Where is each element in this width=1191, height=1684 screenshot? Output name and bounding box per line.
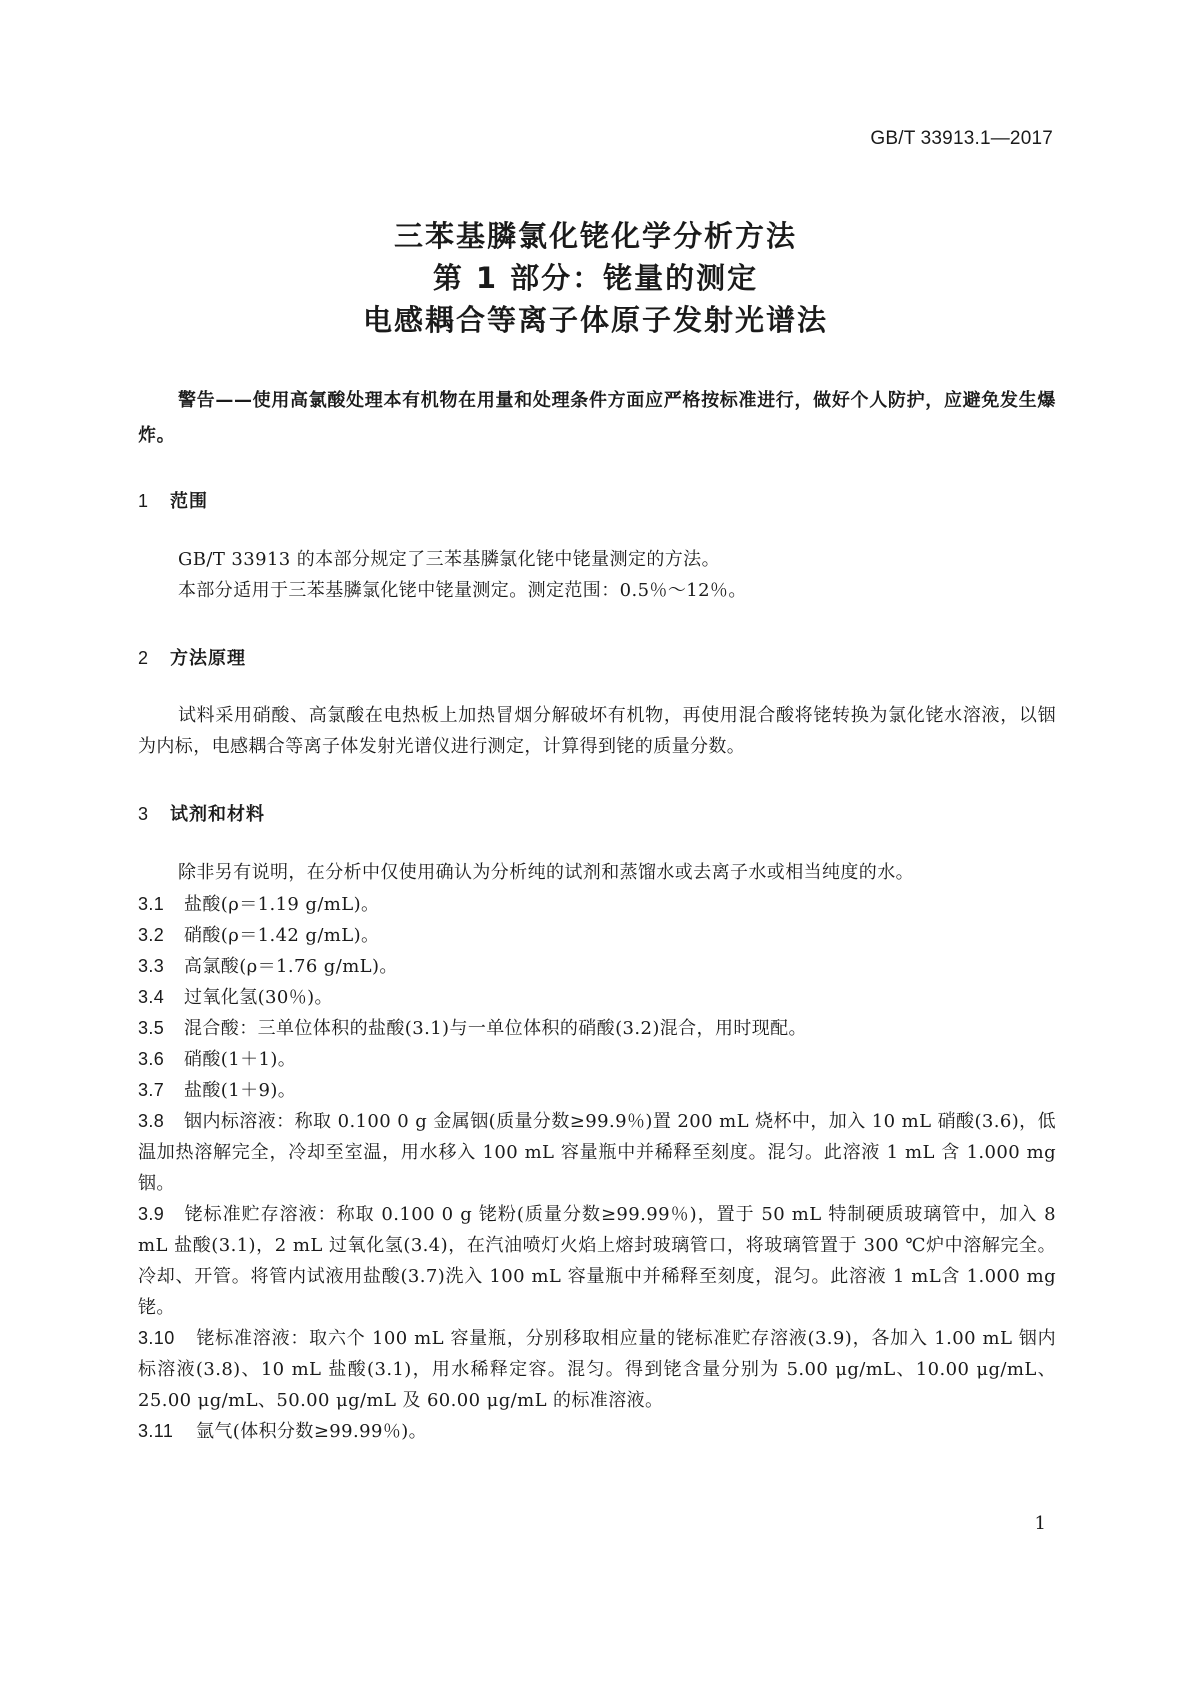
section-2-heading xyxy=(138,644,246,670)
reagent-item-number: 3.1 xyxy=(138,894,165,914)
reagent-item-number: 3.6 xyxy=(138,1049,165,1069)
reagent-item-text: 过氧化氢(30％)。 xyxy=(184,987,333,1008)
reagent-item-text: 铑标准贮存溶液：称取 0.100 0 g 铑粉(质量分数≥99.99％)，置于 50 mL 特制硬质玻璃管中，加入 8 mL 盐酸(3.1)，2 mL 过氧化氢(3.4)，在汽油喷灯火焰上熔封玻璃管口，将玻璃管置于 300 ℃炉中溶解完全。冷却、开管。将管内试液用盐酸(3.7)洗入 100 mL 容量瓶中并稀释至刻度，混匀。此溶液 1 mL含 1.000 mg 铑。 xyxy=(138,1204,1056,1318)
reagent-item xyxy=(138,982,1056,1013)
reagent-item-number: 3.7 xyxy=(138,1080,165,1100)
reagent-item xyxy=(138,1199,1056,1323)
document-title-line-2: 第 1 部分：铑量的测定 xyxy=(432,261,759,295)
reagent-item xyxy=(138,1013,1056,1044)
section-3-title: 试剂和材料 xyxy=(170,804,265,825)
reagent-item-number: 3.4 xyxy=(138,987,165,1007)
section-2-title: 方法原理 xyxy=(170,648,246,669)
reagent-item-text: 高氯酸(ρ＝1.76 g/mL)。 xyxy=(184,956,398,977)
reagent-item-number: 3.10 xyxy=(138,1328,175,1348)
reagent-item xyxy=(138,1044,1056,1075)
reagent-item xyxy=(138,951,1056,982)
reagent-item-text: 盐酸(1＋9)。 xyxy=(184,1080,297,1101)
warning-paragraph: 警告——使用高氯酸处理本有机物在用量和处理条件方面应严格按标准进行，做好个人防护，应避免发生爆炸。 xyxy=(138,390,1056,446)
document-title-line-1: 三苯基膦氯化铑化学分析方法 xyxy=(393,219,797,253)
reagent-item-text: 铟内标溶液：称取 0.100 0 g 金属铟(质量分数≥99.9％)置 200 mL 烧杯中，加入 10 mL 硝酸(3.6)，低温加热溶解完全，冷却至室温，用水移入 100 mL 容量瓶中并稀释至刻度。混匀。此溶液 1 mL 含 1.000 mg 铟。 xyxy=(138,1111,1056,1194)
reagent-item xyxy=(138,1416,1056,1447)
reagent-item-text: 硝酸(1＋1)。 xyxy=(184,1049,297,1070)
reagent-item-text: 盐酸(ρ＝1.19 g/mL)。 xyxy=(184,894,380,915)
page-number: 1 xyxy=(1034,1513,1046,1534)
section-1-paragraph-1: GB/T 33913 的本部分规定了三苯基膦氯化铑中铑量测定的方法。 xyxy=(178,549,720,570)
reagent-item xyxy=(138,889,1056,920)
reagent-item-number: 3.8 xyxy=(138,1111,165,1131)
reagent-item-text: 氩气(体积分数≥99.99％)。 xyxy=(196,1421,428,1442)
reagent-item xyxy=(138,1075,1056,1106)
reagent-item-number: 3.11 xyxy=(138,1421,174,1441)
section-1-heading xyxy=(138,487,208,513)
reagent-item-number: 3.3 xyxy=(138,956,165,976)
section-1-paragraph-2: 本部分适用于三苯基膦氯化铑中铑量测定。测定范围：0.5％～12％。 xyxy=(178,580,747,601)
reagent-item-number: 3.9 xyxy=(138,1204,165,1224)
reagent-item-number: 3.5 xyxy=(138,1018,165,1038)
section-3-intro: 除非另有说明，在分析中仅使用确认为分析纯的试剂和蒸馏水或去离子水或相当纯度的水。 xyxy=(178,862,914,883)
reagent-item-text: 硝酸(ρ＝1.42 g/mL)。 xyxy=(184,925,380,946)
reagent-item xyxy=(138,1106,1056,1199)
section-1-number: 1 xyxy=(138,491,150,511)
section-3-number: 3 xyxy=(138,804,150,824)
reagent-item-text: 铑标准溶液：取六个 100 mL 容量瓶，分别移取相应量的铑标准贮存溶液(3.9)，各加入 1.00 mL 铟内标溶液(3.8)、10 mL 盐酸(3.1)，用水稀释定容。混匀。得到铑含量分别为 5.00 μg/mL、10.00 μg/mL、25.00 μg/mL、50.00 μg/mL 及 60.00 μg/mL 的标准溶液。 xyxy=(138,1328,1056,1411)
section-2-paragraph-1: 试料采用硝酸、高氯酸在电热板上加热冒烟分解破坏有机物，再使用混合酸将铑转换为氯化铑水溶液，以铟为内标，电感耦合等离子体发射光谱仪进行测定，计算得到铑的质量分数。 xyxy=(138,705,1056,757)
standard-code: GB/T 33913.1—2017 xyxy=(870,128,1053,149)
section-1-title: 范围 xyxy=(170,491,208,512)
reagent-item xyxy=(138,920,1056,951)
reagent-item-number: 3.2 xyxy=(138,925,165,945)
section-2-number: 2 xyxy=(138,648,150,668)
section-3-heading xyxy=(138,800,265,826)
document-title-line-3: 电感耦合等离子体原子发射光谱法 xyxy=(362,303,828,337)
reagent-item xyxy=(138,1323,1056,1416)
reagent-item-text: 混合酸：三单位体积的盐酸(3.1)与一单位体积的硝酸(3.2)混合，用时现配。 xyxy=(184,1018,807,1039)
